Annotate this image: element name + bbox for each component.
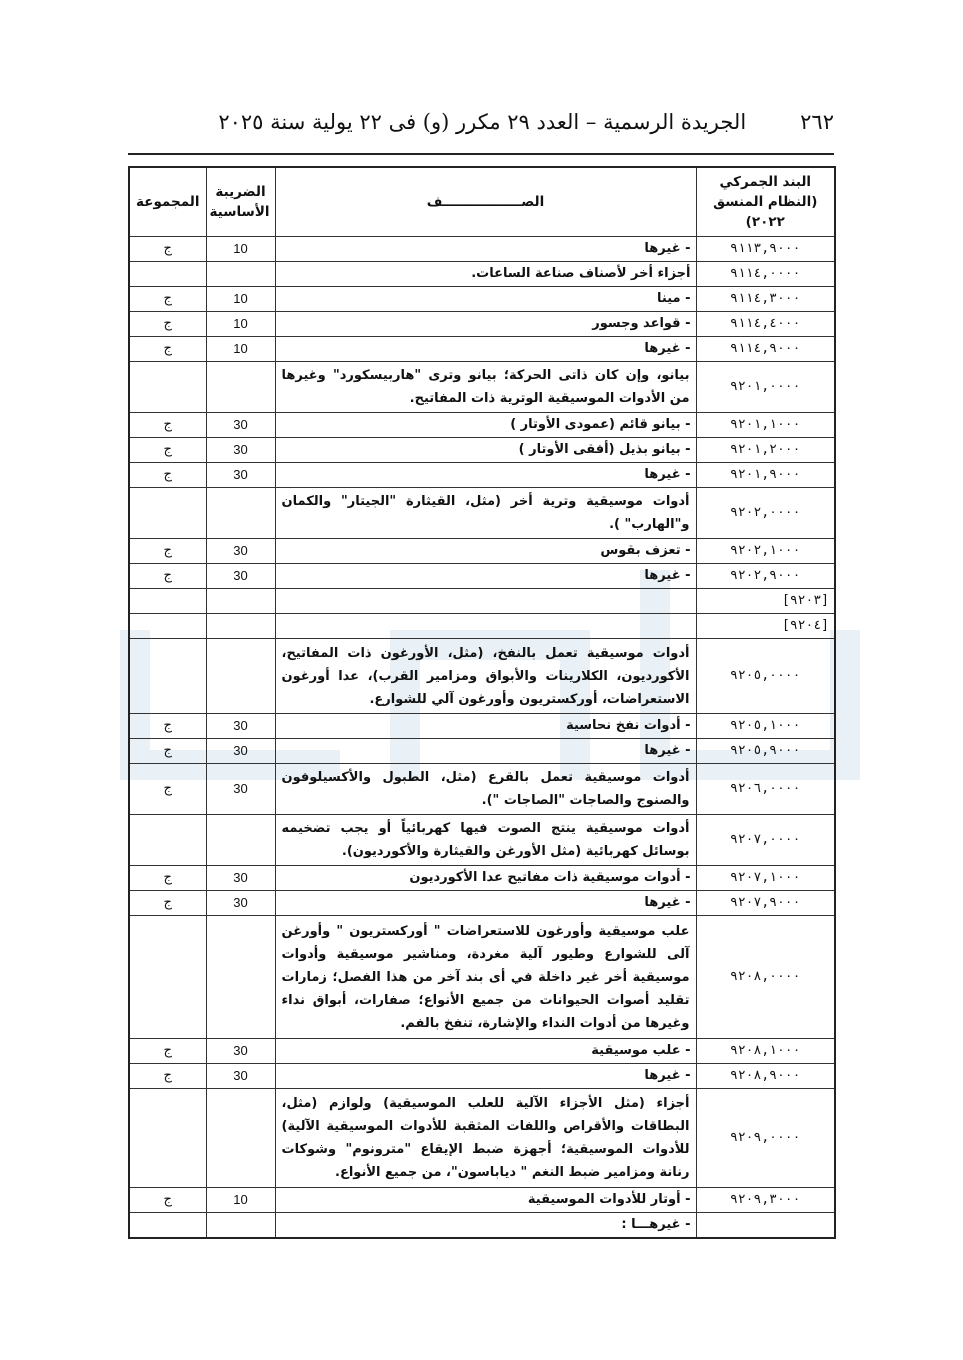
code-cell: ٩٢٠٥,٠٠٠٠ [696,639,835,714]
duty-cell: 10 [206,312,275,337]
group-cell: ج [129,1064,206,1089]
group-cell [129,488,206,539]
duty-cell: 10 [206,1188,275,1213]
group-cell: ج [129,337,206,362]
description-cell: - قواعد وجسور [275,312,696,337]
code-cell: ٩٢٠٧,١٠٠٠ [696,866,835,891]
table-row [129,614,835,639]
group-cell: ج [129,564,206,589]
code-cell: ٩٢٠١,٩٠٠٠ [696,463,835,488]
group-cell: ج [129,438,206,463]
table-row [129,1188,835,1213]
duty-cell: 30 [206,564,275,589]
table-row [129,639,835,714]
duty-cell: 30 [206,413,275,438]
description-cell: أدوات موسيقية وترية أخر (مثل، القيثارة "الجيتار" والكمان و"الهارب" ). [275,488,696,539]
table-row [129,739,835,764]
group-cell [129,639,206,714]
description-cell: بيانو، وإن كان ذاتى الحركة؛ بيانو وترى "هاربيسكورد" وغيرها من الأدوات الموسيقية الوترية ذات المفاتيح. [275,362,696,413]
table-row [129,589,835,614]
description-cell [275,614,696,639]
description-cell: - علب موسيقية [275,1039,696,1064]
page-title: الجريدة الرسمية – العدد ٢٩ مكرر (و) فى ٢٢ يولية سنة ٢٠٢٥ [218,110,747,134]
duty-cell: 30 [206,438,275,463]
group-cell: ج [129,1039,206,1064]
code-cell: ٩٢٠٨,١٠٠٠ [696,1039,835,1064]
column-header-duty-line2: الأساسية [209,204,270,220]
duty-cell [206,639,275,714]
table-row [129,866,835,891]
table-row [129,764,835,815]
duty-cell [206,488,275,539]
duty-cell: 30 [206,463,275,488]
group-cell [129,1213,206,1239]
table-row [129,815,835,866]
group-cell: ج [129,312,206,337]
code-cell: ٩٢٠٥,١٠٠٠ [696,714,835,739]
group-cell: ج [129,1188,206,1213]
code-cell: ٩١١٤,٠٠٠٠ [696,262,835,287]
table-row [129,337,835,362]
group-cell [129,1089,206,1188]
description-cell: علب موسيقية وأورغون للاستعراضات " أوركستريون " وأورغن آلى للشوارع وطيور آلية مغردة، ومناشير موسيقية وأدوات موسيقية أخر غير داخلة في أى بند آخر من هذا الفصل؛ زمارات تقليد أصوات الحيوانات من جميع الأنواع؛ صفارات، أبواق نداء وغيرها من أدوات النداء والإشارة، تنفخ بالفم. [275,916,696,1039]
description-cell: - غيرها [275,1064,696,1089]
table-row [129,916,835,1039]
table-row [129,438,835,463]
group-cell: ج [129,739,206,764]
code-cell: [٩٢٠٣] [696,589,835,614]
duty-cell: 10 [206,337,275,362]
duty-cell: 30 [206,1039,275,1064]
code-cell: ٩١١٣,٩٠٠٠ [696,237,835,262]
group-cell [129,262,206,287]
group-cell: ج [129,287,206,312]
tariff-table [128,166,836,1239]
code-cell: ٩٢٠١,٢٠٠٠ [696,438,835,463]
code-cell: ٩٢٠٨,٩٠٠٠ [696,1064,835,1089]
code-cell: ٩٢٠٧,٩٠٠٠ [696,891,835,916]
code-cell: ٩١١٤,٣٠٠٠ [696,287,835,312]
table-row [129,488,835,539]
column-header-code [696,167,835,237]
description-cell: - أدوات نفخ نحاسية [275,714,696,739]
group-cell: ج [129,237,206,262]
duty-cell [206,589,275,614]
table-row [129,1064,835,1089]
duty-cell: 10 [206,287,275,312]
code-cell: ٩٢٠٥,٩٠٠٠ [696,739,835,764]
table-row [129,312,835,337]
code-cell: ٩٢٠٩,٠٠٠٠ [696,1089,835,1188]
column-header-description: الصـــــــــــــــــف [275,167,696,237]
code-cell: ٩٢٠١,١٠٠٠ [696,413,835,438]
table-row [129,287,835,312]
group-cell: ج [129,891,206,916]
code-cell: ٩١١٤,٤٠٠٠ [696,312,835,337]
duty-cell [206,614,275,639]
table-header-row [129,167,835,237]
description-cell: - أوتار للأدوات الموسيقية [275,1188,696,1213]
group-cell: ج [129,413,206,438]
code-cell: ٩١١٤,٩٠٠٠ [696,337,835,362]
duty-cell: 30 [206,739,275,764]
duty-cell [206,1213,275,1239]
description-cell: أدوات موسيقية تعمل بالقرع (مثل، الطبول والأكسيلوفون والصنوج والصاجات "الصاجات "). [275,764,696,815]
description-cell: - غيرها [275,564,696,589]
description-cell: - غيرها [275,739,696,764]
code-cell: ٩٢٠٩,٣٠٠٠ [696,1188,835,1213]
duty-cell: 10 [206,237,275,262]
column-header-duty [206,167,275,237]
table-row [129,362,835,413]
table-row [129,891,835,916]
group-cell: ج [129,463,206,488]
table-row [129,1213,835,1239]
duty-cell [206,916,275,1039]
group-cell: ج [129,866,206,891]
duty-cell: 30 [206,539,275,564]
description-cell: - تعزف بقوس [275,539,696,564]
group-cell [129,815,206,866]
column-header-code-line2: (النظام المنسق ٢٠٢٢) [713,194,818,230]
description-cell: - غيرها [275,891,696,916]
description-cell: - غيرها [275,337,696,362]
code-cell: ٩٢٠٢,٠٠٠٠ [696,488,835,539]
duty-cell: 30 [206,1064,275,1089]
table-row [129,237,835,262]
description-cell: - مينا [275,287,696,312]
table-row [129,564,835,589]
code-cell: ٩٢٠٢,١٠٠٠ [696,539,835,564]
table-row [129,539,835,564]
table-row [129,714,835,739]
table-row [129,1089,835,1188]
table-row [129,413,835,438]
description-cell: أجزاء (مثل الأجزاء الآلية للعلب الموسيقية) ولوازم (مثل، البطاقات والأقراص واللفات المثقبة للأدوات الموسيقية الآلية) للأدوات الموسيقية؛ أجهزة ضبط الإيقاع "مترونوم" وشوكات رنانة ومزامير ضبط النغم " دياباسون"، من جميع الأنواع. [275,1089,696,1188]
description-cell: - بيانو بذيل (أفقى الأوتار ) [275,438,696,463]
column-header-group: المجموعة [129,167,206,237]
code-cell: ٩٢٠٨,٠٠٠٠ [696,916,835,1039]
group-cell: ج [129,714,206,739]
page-number: ٢٦٢ [800,110,834,134]
code-cell: ٩٢٠١,٠٠٠٠ [696,362,835,413]
code-cell: ٩٢٠٢,٩٠٠٠ [696,564,835,589]
description-cell: أدوات موسيقية تعمل بالنفخ، (مثل، الأورغون ذات المفاتيح، الأكورديون، الكلارينات والأبواق ومزامير القرب)، عدا أورغون الاستعراضات، أوركستريون وأورغون آلي للشوارع. [275,639,696,714]
group-cell: ج [129,539,206,564]
header-divider [128,153,834,155]
column-header-duty-line1: الضريبة [215,184,266,200]
duty-cell: 30 [206,714,275,739]
code-cell: [٩٢٠٤] [696,614,835,639]
page-header [128,104,834,140]
description-cell [275,589,696,614]
code-cell: ٩٢٠٧,٠٠٠٠ [696,815,835,866]
group-cell [129,589,206,614]
column-header-code-line1: البند الجمركي [719,174,812,190]
description-cell: - غيرها [275,237,696,262]
code-cell: ٩٢٠٦,٠٠٠٠ [696,764,835,815]
description-cell: - بيانو قائم (عمودى الأوتار ) [275,413,696,438]
description-cell: - أدوات موسيقية ذات مفاتيح عدا الأكورديون [275,866,696,891]
duty-cell [206,262,275,287]
description-cell: أدوات موسيقية ينتج الصوت فيها كهربائياً أو يجب تضخيمه بوسائل كهربائية (مثل الأورغن والقيثارة والأكورديون). [275,815,696,866]
duty-cell: 30 [206,866,275,891]
description-cell: - غيرها [275,463,696,488]
code-cell [696,1213,835,1239]
duty-cell [206,815,275,866]
description-cell: - غيرهـــا : [275,1213,696,1239]
table-row [129,463,835,488]
duty-cell: 30 [206,764,275,815]
duty-cell [206,1089,275,1188]
table-row [129,262,835,287]
group-cell [129,614,206,639]
duty-cell [206,362,275,413]
group-cell: ج [129,764,206,815]
table-row [129,1039,835,1064]
duty-cell: 30 [206,891,275,916]
group-cell [129,916,206,1039]
description-cell: أجزاء أخر لأصناف صناعة الساعات. [275,262,696,287]
group-cell [129,362,206,413]
